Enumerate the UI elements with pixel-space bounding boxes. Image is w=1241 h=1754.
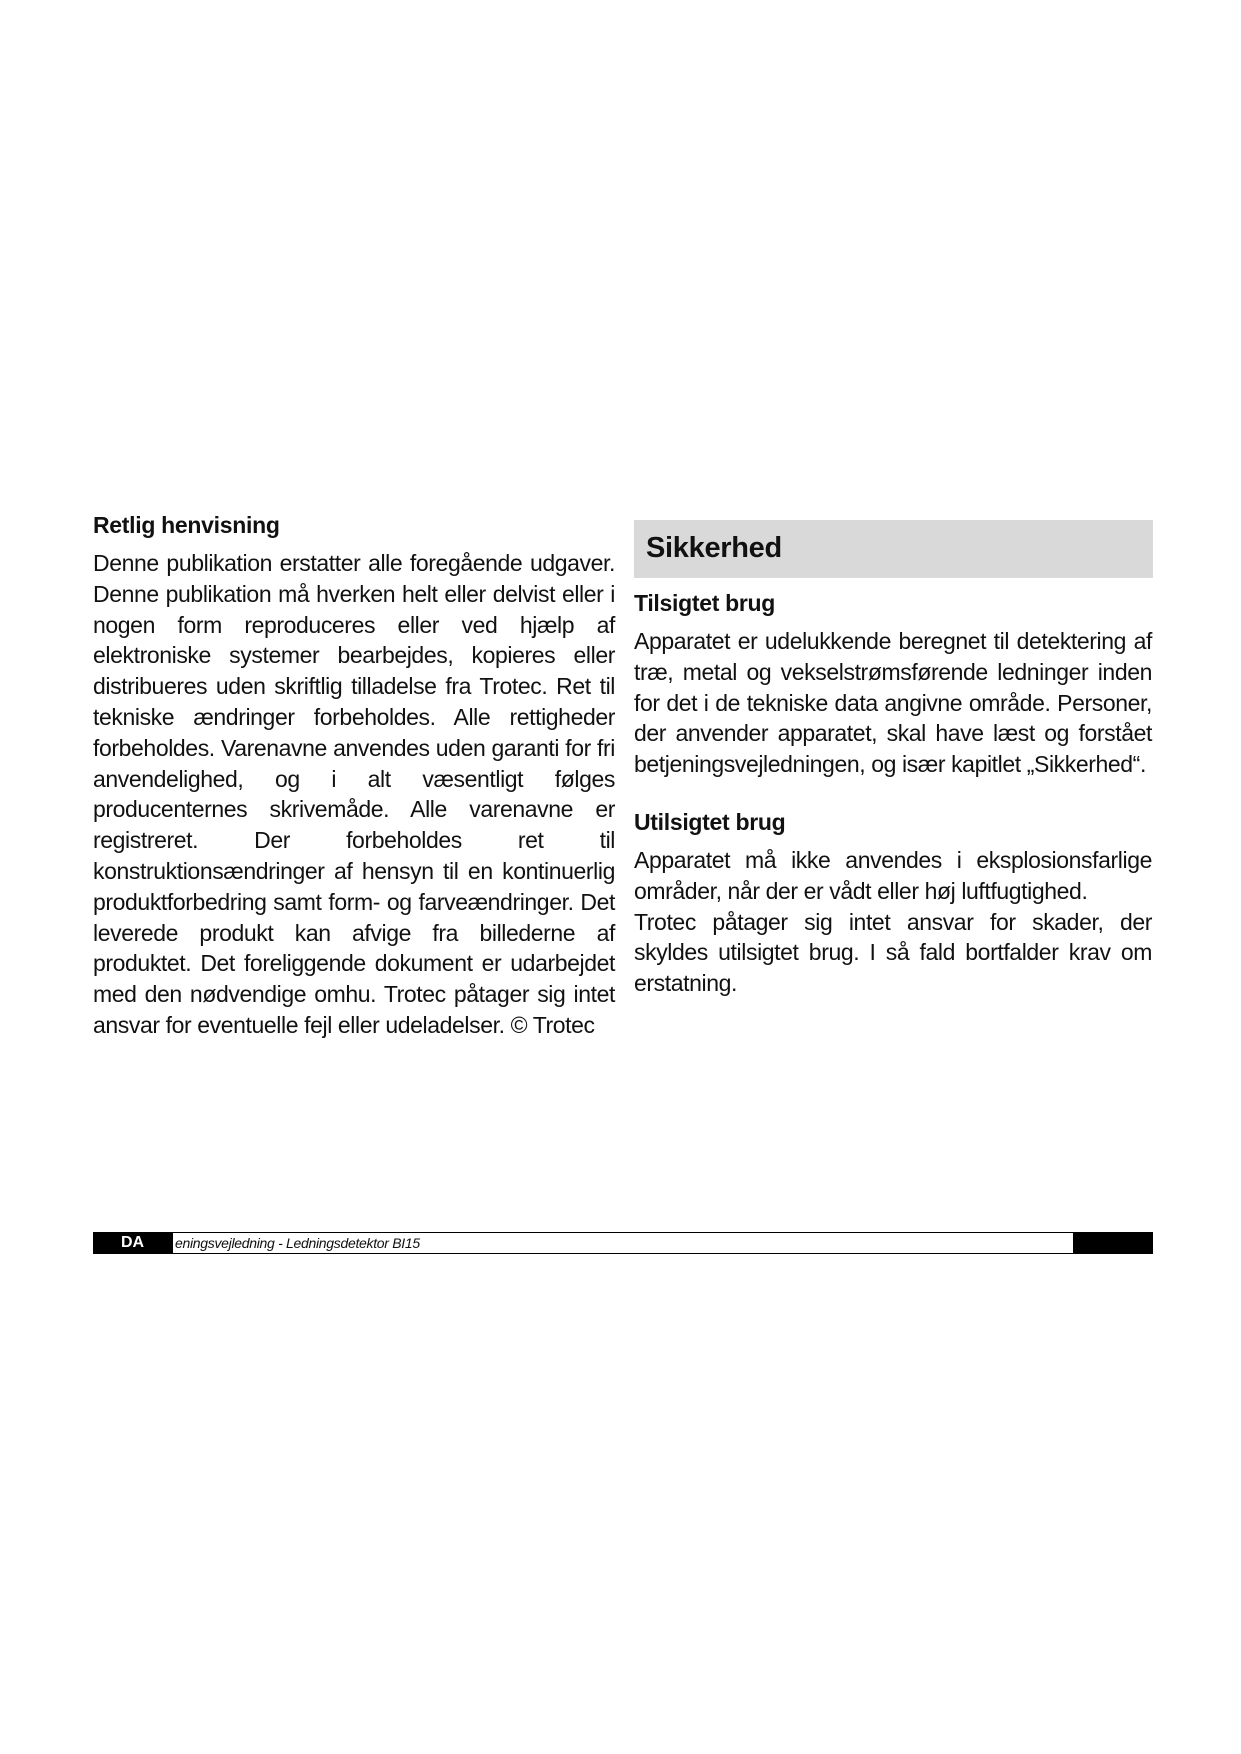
intended-use-block xyxy=(634,588,1152,780)
safety-column xyxy=(634,588,1152,1026)
safety-section-header xyxy=(634,520,1153,578)
intended-use-text: Apparatet er udelukkende beregnet til detektering af træ, metal og vekselstrømsførende ledninger inden for det i de tekniske data angivne område. Personer, der anvender apparatet, skal have læst og forstået betjeningsvejledningen, og især kapitlet „Sikkerhed“. xyxy=(634,628,1152,778)
page-footer xyxy=(93,1232,1153,1254)
footer-document-title: eningsvejledning - Ledningsdetektor BI15 xyxy=(173,1233,1073,1253)
footer-language-code: DA xyxy=(121,1234,145,1251)
intended-use-heading: Tilsigtet brug xyxy=(634,590,776,616)
safety-section-title: Sikkerhed xyxy=(646,532,782,564)
unintended-use-text-2: Trotec påtager sig intet ansvar for skader, der skyldes utilsigtet brug. I så fald bortfalder krav om erstatning. xyxy=(634,908,1152,997)
unintended-use-text-1: Apparatet må ikke anvendes i eksplosionsfarlige områder, når der er vådt eller høj luftfugtighed. xyxy=(634,846,1152,904)
unintended-use-heading: Utilsigtet brug xyxy=(634,808,786,835)
unintended-use-block xyxy=(634,807,1152,999)
legal-notice-column xyxy=(93,510,615,1041)
legal-notice-heading: Retlig henvisning xyxy=(93,512,280,538)
legal-notice-text: Denne publikation erstatter alle foregående udgaver. Denne publikation må hverken helt eller delvist eller i nogen form reproduceres eller ved hjælp af elektroniske systemer bearbejdes, kopieres eller distribueres uden skriftlig tilladelse fra Trotec. Ret til tekniske ændringer forbeholdes. Alle rettigheder forbeholdes. Varenavne anvendes uden garanti for fri anvendelighed, og i alt væsentligt følges producenternes skrivemåde. Alle varenavne er registreret. Der forbeholdes ret til konstruktionsændringer af hensyn til en kontinuerlig produktforbedring samt form- og farveændringer. Det leverede produkt kan afvige fra billederne af produktet. Det foreliggende dokument er udarbejdet med den nødvendige omhu. Trotec påtager sig intet ansvar for eventuelle fejl eller udeladelser. © Trotec xyxy=(93,550,615,1038)
